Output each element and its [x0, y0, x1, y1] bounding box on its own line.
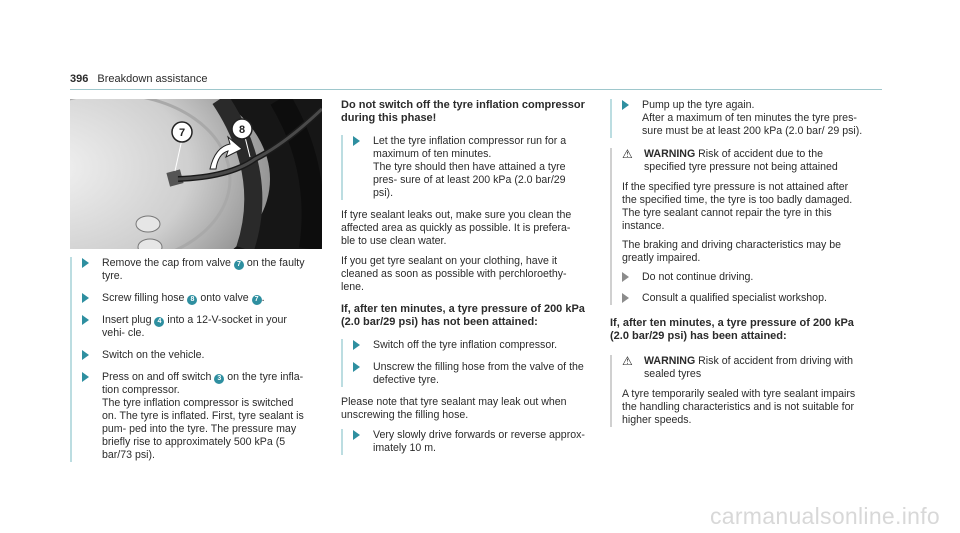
page-number: 396: [70, 73, 89, 85]
step-press-switch: Press on and off switch 3 on the tyre infla- tion compressor. The tyre inflation compressor is switched on. The tyre is inflated. First, tyre sealant is pum- ped into the tyre. The pressure may briefly rise to approximately 500 kPa (5 bar/73 psi).: [82, 371, 310, 462]
arrow-bullet-icon: [82, 293, 89, 303]
step-list: [610, 99, 864, 138]
warning-title: Risk of accident due to the specified tyre pressure not being attained: [644, 148, 838, 173]
page-header: [70, 73, 207, 86]
warning-header: [622, 148, 864, 174]
warning-header: [622, 355, 864, 381]
step-screw-hose: Screw filling hose 8 onto valve 7 .: [82, 292, 310, 305]
column-middle: [341, 99, 586, 464]
tyre-valve-illustration: [70, 99, 322, 249]
warning-box-pressure: [610, 148, 864, 305]
warning-label: WARNING: [644, 355, 696, 367]
warning-box-sealed-tyres: [610, 355, 864, 427]
step-list: [70, 257, 310, 462]
arrow-bullet-icon: [82, 372, 89, 382]
step-remove-cap: Remove the cap from valve 7 on the faulty tyre.: [82, 257, 310, 283]
arrow-bullet-icon: [353, 340, 360, 350]
warning-paragraph: A tyre temporarily sealed with tyre sealant impairs the handling characteristics and is not suitable for higher speeds.: [622, 388, 856, 426]
step-list: [341, 429, 586, 455]
step-insert-plug: Insert plug 4 into a 12-V-socket in your vehi- cle.: [82, 314, 310, 340]
paragraph-clothing: If you get tyre sealant on your clothing, have it cleaned as soon as possible with perchloroethy- lene.: [341, 255, 567, 293]
step-let-run: Let the tyre inflation compressor run for a maximum of ten minutes. The tyre should then have attained a tyre pres- sure of at least 200 kPa (2.0 bar/29 psi).: [353, 135, 586, 200]
section-title: Breakdown assistance: [97, 73, 208, 85]
arrow-bullet-icon: [82, 350, 89, 360]
heading-not-attained: If, after ten minutes, a tyre pressure of 200 kPa (2.0 bar/29 psi) has not been attained:: [341, 303, 585, 328]
arrow-bullet-icon: [622, 293, 629, 303]
arrow-bullet-icon: [622, 272, 629, 282]
svg-text:7: 7: [178, 127, 186, 139]
ref-number: 7: [234, 260, 244, 270]
step-list: [341, 339, 586, 387]
ref-number: 8: [187, 295, 197, 305]
arrow-bullet-icon: [353, 430, 360, 440]
warning-label: WARNING: [644, 148, 696, 160]
heading-attained: If, after ten minutes, a tyre pressure of 200 kPa (2.0 bar/29 psi) has been attained:: [610, 317, 854, 342]
arrow-bullet-icon: [82, 315, 89, 325]
warning-title: Risk of accident from driving with sealed tyres: [644, 355, 853, 380]
svg-text:8: 8: [238, 124, 246, 136]
paragraph-sealant-leak: If tyre sealant leaks out, make sure you clean the affected area as quickly as possible. It is prefera- ble to use clean water.: [341, 209, 572, 247]
header-divider: [70, 89, 882, 90]
arrow-bullet-icon: [622, 100, 629, 110]
warning-triangle-icon: ⚠: [622, 147, 633, 161]
ref-number: 3: [214, 374, 224, 384]
warning-paragraph: If the specified tyre pressure is not attained after the specified time, the tyre is too badly damaged. The tyre sealant cannot repair the tyre in this instance.: [622, 181, 853, 232]
arrow-bullet-icon: [82, 258, 89, 268]
column-left: [70, 99, 310, 471]
column-right: [610, 99, 864, 433]
illustration-svg: [70, 99, 322, 249]
warning-triangle-icon: ⚠: [622, 354, 633, 368]
arrow-bullet-icon: [353, 362, 360, 372]
paragraph-note-leak: Please note that tyre sealant may leak out when unscrewing the filling hose.: [341, 396, 567, 421]
warning-paragraph: The braking and driving characteristics may be greatly impaired.: [622, 239, 842, 264]
step-pump-again: Pump up the tyre again. After a maximum of ten minutes the tyre pres- sure must be at least 200 kPa (2.0 bar/ 29 psi).: [622, 99, 864, 138]
step-switch-off-compressor: Switch off the tyre inflation compressor.: [353, 339, 586, 352]
ref-number: 7: [252, 295, 262, 305]
step-consult-workshop: Consult a qualified specialist workshop.: [622, 292, 864, 305]
step-do-not-drive: Do not continue driving.: [622, 271, 864, 284]
ref-number: 4: [154, 317, 164, 327]
watermark-text: carmanualsonline.info: [709, 503, 940, 529]
step-switch-on-vehicle: Switch on the vehicle.: [82, 349, 310, 362]
step-drive-slowly: Very slowly drive forwards or reverse approx- imately 10 m.: [353, 429, 586, 455]
arrow-bullet-icon: [353, 136, 360, 146]
heading-do-not-switch-off: Do not switch off the tyre inflation compressor during this phase!: [341, 99, 585, 124]
step-unscrew-hose: Unscrew the filling hose from the valve of the defective tyre.: [353, 361, 586, 387]
step-list: [341, 135, 586, 200]
